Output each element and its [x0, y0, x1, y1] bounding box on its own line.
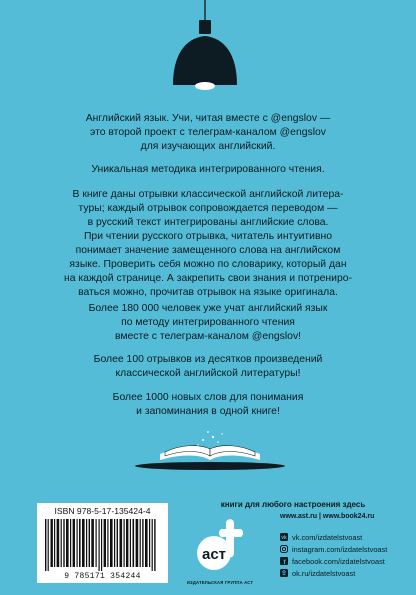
- stat-line: и запоминания в одной книге!: [136, 406, 280, 417]
- social-link-ok[interactable]: [280, 567, 387, 579]
- stat-line: вместе с телеграм-каналом @engslov!: [114, 331, 302, 342]
- social-link-text: facebook.com/izdatelstvoast: [292, 556, 385, 566]
- description-line: понимает значение замещенного слова на английском: [75, 245, 341, 256]
- intro-line: Английский язык. Учи, читая вместе с @engslov —: [85, 113, 331, 124]
- social-link-text: ok.ru/izdatelstvoast: [292, 568, 356, 578]
- barcode-digits: 9 785171 354244: [64, 572, 141, 581]
- stat-line: Более 180 000 человек уже учат английский язык: [88, 303, 328, 314]
- social-link-instagram[interactable]: [280, 543, 387, 555]
- publisher-tagline: книги для любого настроения здесь: [220, 500, 366, 509]
- isbn-barcode-box: [37, 503, 168, 583]
- stat-line: Более 100 отрывков из десятков произведений: [93, 354, 323, 365]
- social-link-text: instagram.com/izdatelstvoast: [292, 544, 388, 554]
- ast-logo-text: аст: [201, 546, 227, 563]
- description-line: При чтении русского отрывка, читатель интуитивно: [83, 231, 333, 242]
- odnoklassniki-icon: [280, 569, 288, 577]
- facebook-icon: [280, 557, 288, 565]
- stat-line: по методу интегрированного чтения: [121, 317, 295, 328]
- svg-text:vk: vk: [281, 535, 287, 541]
- intro-line: для изучающих английский.: [140, 141, 276, 152]
- svg-text:f: f: [283, 559, 286, 565]
- isbn-label: ISBN 978-5-17-135424-4: [54, 506, 151, 516]
- description-line: В книге даны отрывки классической английской литера-: [72, 189, 344, 200]
- barcode: [43, 519, 162, 571]
- stat-line: классической английской литературы!: [115, 368, 301, 379]
- vk-icon: [280, 533, 288, 541]
- social-link-text: vk.com/izdatelstvoast: [292, 532, 363, 542]
- method-line: Уникальная методика интегрированного чтения.: [91, 164, 325, 175]
- instagram-icon: [280, 545, 288, 553]
- social-link-vk[interactable]: [280, 531, 387, 543]
- description-line: на каждой странице. А закрепить свои знания и потрениро-: [64, 273, 352, 284]
- social-links: [280, 531, 387, 579]
- stat-line: Более 1000 новых слов для понимания: [112, 392, 304, 403]
- ast-logo: [196, 513, 244, 577]
- social-link-facebook[interactable]: [280, 555, 387, 567]
- ast-caption: ИЗДАТЕЛЬСКАЯ ГРУППА АСТ: [186, 580, 254, 585]
- description-line: в русский текст интегрированы английские слова.: [87, 217, 329, 228]
- description-line: языке. Проверить себя можно по словарику, который дан: [69, 259, 347, 270]
- publisher-sites[interactable]: www.ast.ru | www.book24.ru: [280, 513, 375, 520]
- intro-line: это второй проект с телеграм-каналом @engslov: [90, 127, 326, 138]
- description-line: ваться можно, прочитав отрывок на языке оригинала.: [78, 287, 338, 298]
- description-line: туры; каждый отрывок сопровождается переводом —: [78, 203, 338, 214]
